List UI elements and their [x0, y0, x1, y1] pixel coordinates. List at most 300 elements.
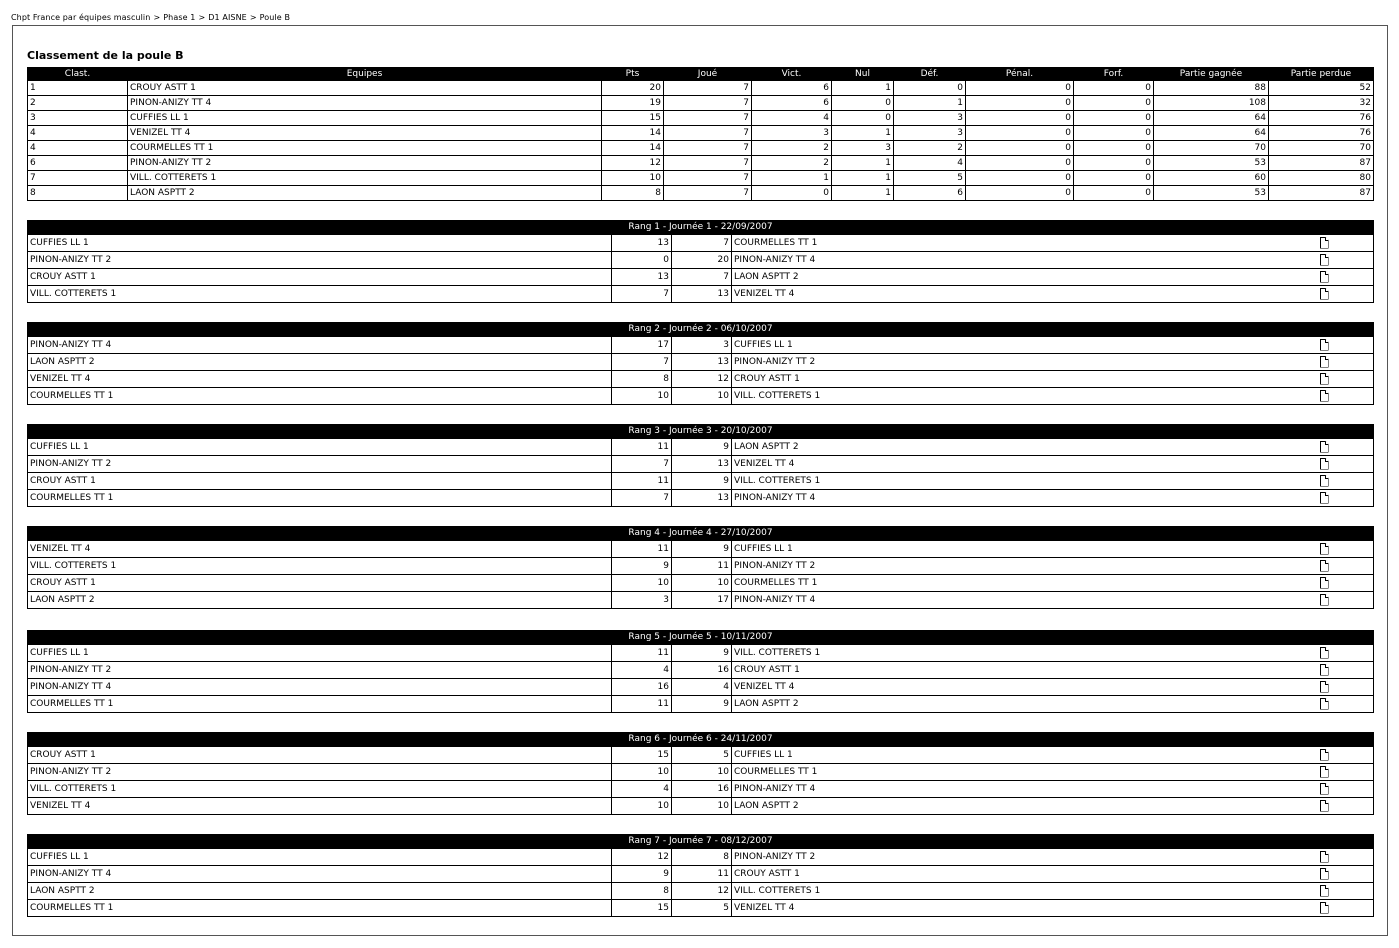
- rank-cell: 7: [28, 171, 128, 186]
- away-team-cell[interactable]: COURMELLES TT 1: [732, 235, 1316, 252]
- match-sheet-cell: [1316, 900, 1374, 917]
- stat-cell: 0: [832, 96, 894, 111]
- home-team-cell[interactable]: VILL. COTTERETS 1: [28, 781, 612, 798]
- document-icon[interactable]: [1320, 868, 1329, 880]
- breadcrumb-separator: >: [249, 13, 257, 22]
- stat-cell: 0: [1074, 156, 1154, 171]
- document-icon[interactable]: [1320, 594, 1329, 606]
- document-icon[interactable]: [1320, 458, 1329, 470]
- match-sheet-cell: [1316, 883, 1374, 900]
- stat-cell: 7: [664, 126, 752, 141]
- away-team-cell[interactable]: PINON-ANIZY TT 2: [732, 558, 1316, 575]
- stat-cell: 2: [752, 141, 832, 156]
- document-icon[interactable]: [1320, 885, 1329, 897]
- stat-cell: 3: [894, 111, 966, 126]
- stat-cell: 8: [602, 186, 664, 201]
- home-team-cell[interactable]: CUFFIES LL 1: [28, 235, 612, 252]
- home-team-cell[interactable]: VILL. COTTERETS 1: [28, 286, 612, 303]
- match-sheet-cell: [1316, 645, 1374, 662]
- breadcrumb-item[interactable]: D1 AISNE: [208, 13, 247, 22]
- home-team-cell[interactable]: PINON-ANIZY TT 4: [28, 866, 612, 883]
- stat-cell: 7: [664, 171, 752, 186]
- standings-row: [28, 156, 1374, 171]
- stat-cell: 0: [752, 186, 832, 201]
- away-team-cell[interactable]: PINON-ANIZY TT 4: [732, 781, 1316, 798]
- stat-cell: 6: [894, 186, 966, 201]
- stat-cell: 4: [752, 111, 832, 126]
- stat-cell: 7: [664, 141, 752, 156]
- away-score-cell: 17: [672, 592, 732, 609]
- breadcrumb-item: Poule B: [259, 13, 291, 22]
- home-team-cell[interactable]: LAON ASPTT 2: [28, 592, 612, 609]
- stat-cell: 0: [966, 126, 1074, 141]
- team-name-cell[interactable]: VENIZEL TT 4: [128, 126, 602, 141]
- team-name-cell[interactable]: COURMELLES TT 1: [128, 141, 602, 156]
- stat-cell: 0: [966, 156, 1074, 171]
- away-team-cell[interactable]: LAON ASPTT 2: [732, 439, 1316, 456]
- round-header: Rang 3 - Journée 3 - 20/10/2007: [28, 425, 1374, 439]
- document-icon[interactable]: [1320, 271, 1329, 283]
- stat-cell: 53: [1154, 156, 1269, 171]
- away-score-cell: 9: [672, 473, 732, 490]
- away-team-cell[interactable]: LAON ASPTT 2: [732, 696, 1316, 713]
- away-score-cell: 11: [672, 866, 732, 883]
- match-sheet-cell: [1316, 662, 1374, 679]
- round-header: Rang 1 - Journée 1 - 22/09/2007: [28, 221, 1374, 235]
- match-sheet-cell: [1316, 558, 1374, 575]
- away-score-cell: 20: [672, 252, 732, 269]
- away-team-cell[interactable]: CUFFIES LL 1: [732, 337, 1316, 354]
- stat-cell: 7: [664, 156, 752, 171]
- away-team-cell[interactable]: CUFFIES LL 1: [732, 747, 1316, 764]
- document-icon[interactable]: [1320, 664, 1329, 676]
- home-score-cell: 12: [612, 849, 672, 866]
- home-team-cell[interactable]: PINON-ANIZY TT 2: [28, 662, 612, 679]
- home-team-cell[interactable]: PINON-ANIZY TT 2: [28, 456, 612, 473]
- stat-cell: 87: [1269, 186, 1374, 201]
- standings-row: [28, 96, 1374, 111]
- match-row: [28, 747, 1374, 764]
- match-sheet-cell: [1316, 456, 1374, 473]
- match-sheet-cell: [1316, 575, 1374, 592]
- away-score-cell: 5: [672, 747, 732, 764]
- home-score-cell: 16: [612, 679, 672, 696]
- document-icon[interactable]: [1320, 288, 1329, 300]
- standings-row: [28, 141, 1374, 156]
- stat-cell: 19: [602, 96, 664, 111]
- match-sheet-cell: [1316, 252, 1374, 269]
- stat-cell: 70: [1269, 141, 1374, 156]
- stat-cell: 14: [602, 141, 664, 156]
- stat-cell: 32: [1269, 96, 1374, 111]
- stat-cell: 20: [602, 81, 664, 96]
- document-icon[interactable]: [1320, 851, 1329, 863]
- stat-cell: 1: [832, 186, 894, 201]
- home-score-cell: 11: [612, 541, 672, 558]
- team-name-cell[interactable]: VILL. COTTERETS 1: [128, 171, 602, 186]
- stat-cell: 14: [602, 126, 664, 141]
- match-row: [28, 337, 1374, 354]
- stat-cell: 64: [1154, 111, 1269, 126]
- team-name-cell[interactable]: CROUY ASTT 1: [128, 81, 602, 96]
- document-icon[interactable]: [1320, 356, 1329, 368]
- stat-cell: 0: [832, 111, 894, 126]
- away-score-cell: 13: [672, 286, 732, 303]
- stat-cell: 4: [894, 156, 966, 171]
- stat-cell: 64: [1154, 126, 1269, 141]
- stat-cell: 1: [894, 96, 966, 111]
- home-team-cell[interactable]: VILL. COTTERETS 1: [28, 558, 612, 575]
- match-sheet-cell: [1316, 490, 1374, 507]
- stat-cell: 1: [832, 171, 894, 186]
- stat-cell: 3: [832, 141, 894, 156]
- rank-cell: 2: [28, 96, 128, 111]
- stat-cell: 7: [664, 186, 752, 201]
- home-team-cell[interactable]: COURMELLES TT 1: [28, 900, 612, 917]
- team-name-cell[interactable]: LAON ASPTT 2: [128, 186, 602, 201]
- away-score-cell: 3: [672, 337, 732, 354]
- stat-cell: 0: [1074, 141, 1154, 156]
- stat-cell: 70: [1154, 141, 1269, 156]
- match-row: [28, 696, 1374, 713]
- document-icon[interactable]: [1320, 749, 1329, 761]
- away-team-cell[interactable]: PINON-ANIZY TT 4: [732, 592, 1316, 609]
- document-icon[interactable]: [1320, 783, 1329, 795]
- match-sheet-cell: [1316, 473, 1374, 490]
- stat-cell: 3: [752, 126, 832, 141]
- stat-cell: 0: [1074, 171, 1154, 186]
- round-header: Rang 2 - Journée 2 - 06/10/2007: [28, 323, 1374, 337]
- match-row: [28, 592, 1374, 609]
- home-team-cell[interactable]: LAON ASPTT 2: [28, 883, 612, 900]
- stat-cell: 1: [832, 126, 894, 141]
- team-name-cell[interactable]: PINON-ANIZY TT 4: [128, 96, 602, 111]
- stat-cell: 0: [1074, 111, 1154, 126]
- stat-cell: 0: [1074, 186, 1154, 201]
- match-row: [28, 645, 1374, 662]
- standings-column-header: Nul: [832, 68, 894, 81]
- match-row: [28, 490, 1374, 507]
- match-row: [28, 354, 1374, 371]
- stat-cell: 80: [1269, 171, 1374, 186]
- round-table: [27, 424, 1374, 507]
- match-row: [28, 883, 1374, 900]
- home-score-cell: 11: [612, 439, 672, 456]
- round-table: [27, 732, 1374, 815]
- document-icon[interactable]: [1320, 902, 1329, 914]
- away-team-cell[interactable]: VILL. COTTERETS 1: [732, 645, 1316, 662]
- away-score-cell: 11: [672, 558, 732, 575]
- home-team-cell[interactable]: CUFFIES LL 1: [28, 645, 612, 662]
- stat-cell: 2: [894, 141, 966, 156]
- document-icon[interactable]: [1320, 441, 1329, 453]
- away-score-cell: 9: [672, 696, 732, 713]
- match-sheet-cell: [1316, 798, 1374, 815]
- away-team-cell[interactable]: VENIZEL TT 4: [732, 456, 1316, 473]
- away-team-cell[interactable]: VILL. COTTERETS 1: [732, 883, 1316, 900]
- home-score-cell: 15: [612, 747, 672, 764]
- round-table: [27, 834, 1374, 917]
- stat-cell: 12: [602, 156, 664, 171]
- document-icon[interactable]: [1320, 800, 1329, 812]
- stat-cell: 0: [966, 111, 1074, 126]
- away-team-cell[interactable]: COURMELLES TT 1: [732, 575, 1316, 592]
- home-team-cell[interactable]: VENIZEL TT 4: [28, 798, 612, 815]
- stat-cell: 53: [1154, 186, 1269, 201]
- away-team-cell[interactable]: VILL. COTTERETS 1: [732, 388, 1316, 405]
- standings-column-header: Pénal.: [966, 68, 1074, 81]
- away-team-cell[interactable]: PINON-ANIZY TT 4: [732, 252, 1316, 269]
- match-row: [28, 388, 1374, 405]
- standings-header-row: [28, 68, 1374, 81]
- home-score-cell: 0: [612, 252, 672, 269]
- round-table: [27, 526, 1374, 609]
- home-score-cell: 7: [612, 456, 672, 473]
- match-sheet-cell: [1316, 371, 1374, 388]
- stat-cell: 5: [894, 171, 966, 186]
- away-score-cell: 13: [672, 354, 732, 371]
- rank-cell: 3: [28, 111, 128, 126]
- stat-cell: 0: [1074, 126, 1154, 141]
- page-title: Classement de la poule B: [27, 49, 184, 62]
- home-team-cell[interactable]: CROUY ASTT 1: [28, 473, 612, 490]
- away-score-cell: 4: [672, 679, 732, 696]
- home-team-cell[interactable]: CUFFIES LL 1: [28, 849, 612, 866]
- away-team-cell[interactable]: VENIZEL TT 4: [732, 900, 1316, 917]
- away-team-cell[interactable]: CUFFIES LL 1: [732, 541, 1316, 558]
- home-team-cell[interactable]: CROUY ASTT 1: [28, 269, 612, 286]
- home-team-cell[interactable]: COURMELLES TT 1: [28, 388, 612, 405]
- home-team-cell[interactable]: COURMELLES TT 1: [28, 696, 612, 713]
- document-icon[interactable]: [1320, 237, 1329, 249]
- away-team-cell[interactable]: LAON ASPTT 2: [732, 269, 1316, 286]
- away-team-cell[interactable]: CROUY ASTT 1: [732, 866, 1316, 883]
- stat-cell: 6: [752, 96, 832, 111]
- document-icon[interactable]: [1320, 577, 1329, 589]
- document-icon[interactable]: [1320, 543, 1329, 555]
- away-score-cell: 7: [672, 269, 732, 286]
- away-score-cell: 5: [672, 900, 732, 917]
- document-icon[interactable]: [1320, 475, 1329, 487]
- breadcrumb-item[interactable]: Phase 1: [163, 13, 196, 22]
- document-icon[interactable]: [1320, 339, 1329, 351]
- match-sheet-cell: [1316, 781, 1374, 798]
- match-row: [28, 781, 1374, 798]
- round-table: [27, 322, 1374, 405]
- home-score-cell: 10: [612, 764, 672, 781]
- match-row: [28, 679, 1374, 696]
- home-score-cell: 4: [612, 781, 672, 798]
- stat-cell: 3: [894, 126, 966, 141]
- document-icon[interactable]: [1320, 373, 1329, 385]
- home-team-cell[interactable]: CROUY ASTT 1: [28, 575, 612, 592]
- home-score-cell: 3: [612, 592, 672, 609]
- away-team-cell[interactable]: PINON-ANIZY TT 2: [732, 849, 1316, 866]
- standings-column-header: Partie gagnée: [1154, 68, 1269, 81]
- away-team-cell[interactable]: LAON ASPTT 2: [732, 798, 1316, 815]
- document-icon[interactable]: [1320, 560, 1329, 572]
- stat-cell: 6: [752, 81, 832, 96]
- document-icon[interactable]: [1320, 681, 1329, 693]
- standings-column-header: Forf.: [1074, 68, 1154, 81]
- away-score-cell: 9: [672, 645, 732, 662]
- stat-cell: 0: [1074, 81, 1154, 96]
- home-score-cell: 10: [612, 388, 672, 405]
- stat-cell: 0: [966, 81, 1074, 96]
- standings-column-header: Partie perdue: [1269, 68, 1374, 81]
- away-team-cell[interactable]: CROUY ASTT 1: [732, 662, 1316, 679]
- away-team-cell[interactable]: CROUY ASTT 1: [732, 371, 1316, 388]
- home-team-cell[interactable]: VENIZEL TT 4: [28, 541, 612, 558]
- match-row: [28, 371, 1374, 388]
- home-score-cell: 11: [612, 696, 672, 713]
- home-score-cell: 10: [612, 575, 672, 592]
- round-header: Rang 5 - Journée 5 - 10/11/2007: [28, 631, 1374, 645]
- away-score-cell: 16: [672, 781, 732, 798]
- stat-cell: 7: [664, 111, 752, 126]
- stat-cell: 2: [752, 156, 832, 171]
- standings-column-header: Vict.: [752, 68, 832, 81]
- match-sheet-cell: [1316, 354, 1374, 371]
- round-header: Rang 7 - Journée 7 - 08/12/2007: [28, 835, 1374, 849]
- home-score-cell: 11: [612, 645, 672, 662]
- breadcrumb-item[interactable]: Chpt France par équipes masculin: [11, 13, 151, 22]
- document-icon[interactable]: [1320, 647, 1329, 659]
- standings-table: [27, 67, 1374, 201]
- away-score-cell: 13: [672, 456, 732, 473]
- match-row: [28, 456, 1374, 473]
- home-team-cell[interactable]: CUFFIES LL 1: [28, 439, 612, 456]
- home-score-cell: 9: [612, 558, 672, 575]
- breadcrumb-separator: >: [153, 13, 161, 22]
- match-row: [28, 575, 1374, 592]
- stat-cell: 0: [894, 81, 966, 96]
- match-row: [28, 235, 1374, 252]
- away-score-cell: 10: [672, 764, 732, 781]
- home-team-cell[interactable]: LAON ASPTT 2: [28, 354, 612, 371]
- match-sheet-cell: [1316, 849, 1374, 866]
- document-icon[interactable]: [1320, 698, 1329, 710]
- home-score-cell: 15: [612, 900, 672, 917]
- team-name-cell[interactable]: CUFFIES LL 1: [128, 111, 602, 126]
- stat-cell: 0: [966, 141, 1074, 156]
- away-score-cell: 10: [672, 388, 732, 405]
- home-score-cell: 17: [612, 337, 672, 354]
- match-row: [28, 662, 1374, 679]
- match-row: [28, 866, 1374, 883]
- document-icon[interactable]: [1320, 766, 1329, 778]
- home-score-cell: 7: [612, 490, 672, 507]
- match-row: [28, 764, 1374, 781]
- standings-column-header: Joué: [664, 68, 752, 81]
- rank-cell: 4: [28, 141, 128, 156]
- standings-row: [28, 111, 1374, 126]
- away-score-cell: 9: [672, 541, 732, 558]
- away-team-cell[interactable]: VILL. COTTERETS 1: [732, 473, 1316, 490]
- home-team-cell[interactable]: COURMELLES TT 1: [28, 490, 612, 507]
- match-row: [28, 252, 1374, 269]
- home-team-cell[interactable]: PINON-ANIZY TT 2: [28, 764, 612, 781]
- home-score-cell: 9: [612, 866, 672, 883]
- home-team-cell[interactable]: CROUY ASTT 1: [28, 747, 612, 764]
- document-icon[interactable]: [1320, 254, 1329, 266]
- match-row: [28, 541, 1374, 558]
- match-sheet-cell: [1316, 747, 1374, 764]
- away-score-cell: 16: [672, 662, 732, 679]
- standings-row: [28, 126, 1374, 141]
- standings-row: [28, 186, 1374, 201]
- stat-cell: 108: [1154, 96, 1269, 111]
- match-sheet-cell: [1316, 764, 1374, 781]
- home-team-cell[interactable]: VENIZEL TT 4: [28, 371, 612, 388]
- home-team-cell[interactable]: PINON-ANIZY TT 4: [28, 679, 612, 696]
- stat-cell: 87: [1269, 156, 1374, 171]
- stat-cell: 7: [664, 81, 752, 96]
- home-score-cell: 8: [612, 371, 672, 388]
- away-score-cell: 12: [672, 883, 732, 900]
- stat-cell: 1: [752, 171, 832, 186]
- home-score-cell: 4: [612, 662, 672, 679]
- standings-column-header: Clast.: [28, 68, 128, 81]
- rank-cell: 8: [28, 186, 128, 201]
- match-sheet-cell: [1316, 388, 1374, 405]
- home-score-cell: 10: [612, 798, 672, 815]
- away-score-cell: 12: [672, 371, 732, 388]
- match-sheet-cell: [1316, 541, 1374, 558]
- stat-cell: 7: [664, 96, 752, 111]
- away-team-cell[interactable]: VENIZEL TT 4: [732, 286, 1316, 303]
- stat-cell: 15: [602, 111, 664, 126]
- round-header: Rang 4 - Journée 4 - 27/10/2007: [28, 527, 1374, 541]
- stat-cell: 60: [1154, 171, 1269, 186]
- standings-column-header: Equipes: [128, 68, 602, 81]
- standings-column-header: Pts: [602, 68, 664, 81]
- stat-cell: 0: [966, 171, 1074, 186]
- home-team-cell[interactable]: PINON-ANIZY TT 2: [28, 252, 612, 269]
- match-sheet-cell: [1316, 866, 1374, 883]
- stat-cell: 76: [1269, 111, 1374, 126]
- home-team-cell[interactable]: PINON-ANIZY TT 4: [28, 337, 612, 354]
- home-score-cell: 7: [612, 286, 672, 303]
- rank-cell: 1: [28, 81, 128, 96]
- home-score-cell: 8: [612, 883, 672, 900]
- match-row: [28, 269, 1374, 286]
- away-score-cell: 7: [672, 235, 732, 252]
- match-sheet-cell: [1316, 235, 1374, 252]
- away-team-cell[interactable]: PINON-ANIZY TT 4: [732, 490, 1316, 507]
- team-name-cell[interactable]: PINON-ANIZY TT 2: [128, 156, 602, 171]
- standings-row: [28, 171, 1374, 186]
- home-score-cell: 11: [612, 473, 672, 490]
- match-row: [28, 849, 1374, 866]
- round-table: [27, 630, 1374, 713]
- away-score-cell: 10: [672, 798, 732, 815]
- match-row: [28, 286, 1374, 303]
- rank-cell: 6: [28, 156, 128, 171]
- away-team-cell[interactable]: PINON-ANIZY TT 2: [732, 354, 1316, 371]
- document-icon[interactable]: [1320, 492, 1329, 504]
- match-row: [28, 900, 1374, 917]
- away-team-cell[interactable]: VENIZEL TT 4: [732, 679, 1316, 696]
- match-sheet-cell: [1316, 679, 1374, 696]
- document-icon[interactable]: [1320, 390, 1329, 402]
- stat-cell: 1: [832, 156, 894, 171]
- match-sheet-cell: [1316, 696, 1374, 713]
- away-team-cell[interactable]: COURMELLES TT 1: [732, 764, 1316, 781]
- match-sheet-cell: [1316, 337, 1374, 354]
- match-row: [28, 798, 1374, 815]
- rank-cell: 4: [28, 126, 128, 141]
